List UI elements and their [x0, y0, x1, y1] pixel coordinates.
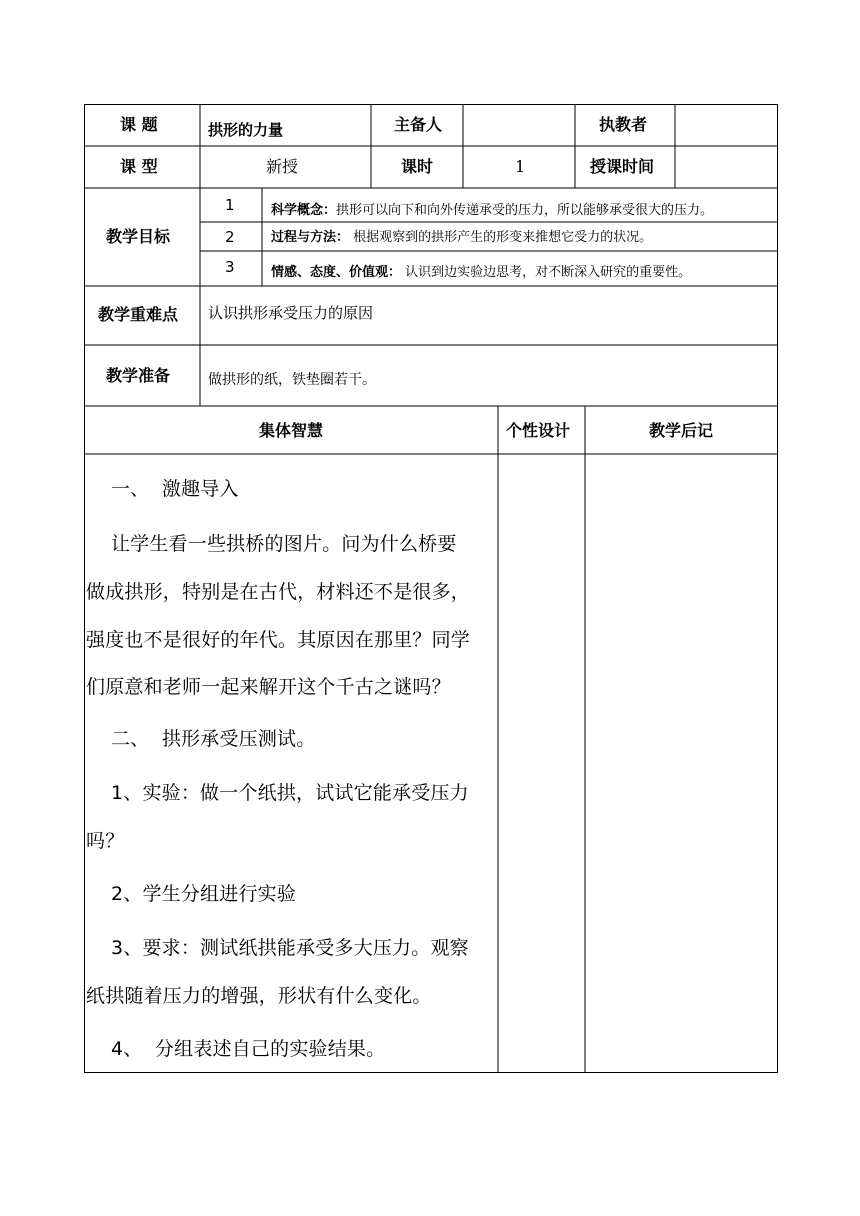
period-value: 1 [515, 157, 526, 176]
objective-1-num: 1 [225, 196, 235, 214]
type-value: 新授 [266, 157, 299, 176]
type-label: 课 型 [120, 157, 158, 176]
objective-2-num: 2 [225, 228, 235, 246]
time-label: 授课时间 [590, 157, 655, 176]
col-collective-header: 集体智慧 [259, 421, 324, 440]
objective-2 [271, 231, 652, 244]
period-label: 课时 [401, 157, 434, 176]
lesson-plan-table [84, 104, 778, 1073]
body-line: 2、学生分组进行实验 [86, 883, 297, 905]
body-line: 让学生看一些拱桥的图片。问为什么桥要 [86, 533, 457, 555]
objectives-label: 教学目标 [106, 227, 171, 246]
body-line: 纸拱随着压力的增强，形状有什么变化。 [86, 985, 432, 1007]
objective-3 [271, 266, 691, 279]
objective-2-text: 根据观察到的拱形产生的形变来推想它受力的状况。 [349, 230, 653, 245]
objective-1-text: 拱形可以向下和向外传递承受的压力，所以能够承受很大的压力。 [336, 203, 714, 218]
body-line: 二、 拱形承受压测试。 [86, 728, 316, 750]
body-line: 1、实验：做一个纸拱，试试它能承受压力 [86, 782, 469, 804]
objective-3-num: 3 [225, 258, 235, 276]
key-points-label: 教学重难点 [98, 305, 179, 324]
objective-3-text: 认识到边实验边思考，对不断深入研究的重要性。 [401, 265, 692, 280]
preparer-label: 主备人 [394, 115, 443, 134]
body-line: 强度也不是很好的年代。其原因在那里？同学 [86, 629, 471, 651]
topic-value: 拱形的力量 [208, 121, 284, 139]
objective-3-title: 情感、态度、价值观： [271, 265, 402, 280]
body-line: 3、要求：测试纸拱能承受多大压力。观察 [86, 937, 469, 959]
objective-2-title: 过程与方法： [271, 230, 350, 245]
body-line: 吗？ [86, 830, 125, 852]
objective-1-title: 科学概念： [271, 203, 337, 218]
body-line: 一、 激趣导入 [86, 478, 239, 500]
teacher-label: 执教者 [599, 115, 648, 134]
preparation-label: 教学准备 [106, 366, 171, 385]
col-personal-header: 个性设计 [506, 421, 571, 440]
collective-content [86, 478, 496, 1068]
col-notes-header: 教学后记 [649, 421, 714, 440]
body-line: 4、 分组表述自己的实验结果。 [86, 1038, 386, 1060]
body-line: 们原意和老师一起来解开这个千古之谜吗？ [86, 676, 451, 698]
key-points-value: 认识拱形承受压力的原因 [208, 304, 374, 322]
topic-label: 课 题 [120, 115, 158, 134]
body-line: 做成拱形，特别是在古代，材料还不是很多， [86, 581, 471, 603]
objective-1 [271, 204, 713, 217]
preparation-value: 做拱形的纸，铁垫圈若干。 [208, 372, 376, 388]
